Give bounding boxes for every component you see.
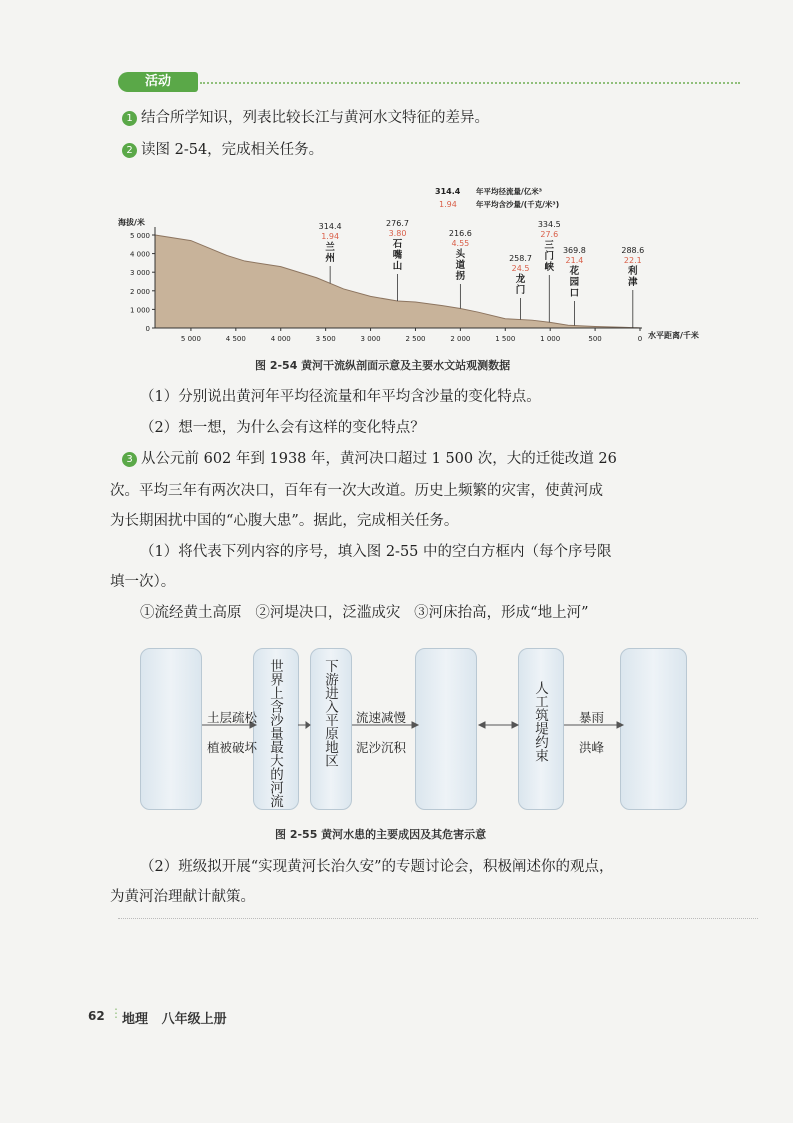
task-2-question-1: （1）分别说出黄河年平均径流量和年平均含沙量的变化特点。: [140, 389, 541, 405]
station-name-char: 三: [544, 240, 555, 251]
y-tick-label: 4 000: [129, 250, 150, 259]
station-name-char: 兰: [325, 242, 335, 253]
task-3-text-1: 从公元前 602 年到 1938 年，黄河决口超过 1 500 次，大的迁徙改道 26: [141, 451, 617, 467]
x-tick-label: 1 000: [540, 335, 561, 343]
task-1-number: 1: [122, 111, 137, 126]
task-3-question-1-line-1: （1）将代表下列内容的序号，填入图 2-55 中的空白方框内（每个序号限: [140, 544, 612, 560]
figure-2-54-caption: 图 2-54 黄河干流纵剖面示意及主要水文站观测数据: [255, 359, 511, 372]
y-tick-label: 3 000: [129, 269, 150, 278]
station-runoff-value: 216.6: [448, 229, 472, 238]
station-sediment-value: 3.80: [388, 229, 407, 238]
arrow-3-head: [412, 722, 418, 728]
book-title: 地理 八年级上册: [122, 1012, 227, 1027]
station-name-char: 津: [628, 277, 638, 288]
label-loose-soil: 土层疏松: [207, 710, 258, 725]
legend-runoff-label: 年平均径流量/亿米³: [476, 187, 543, 196]
y-tick-label: 1 000: [129, 306, 150, 315]
x-tick-label: 4 500: [225, 335, 246, 343]
station-name-char: 龙: [515, 274, 526, 285]
task-3-question-2-line-1: （2）班级拟开展“实现黄河长治久安”的专题讨论会，积极阐述你的观点，: [140, 859, 614, 875]
x-tick-label: 3 500: [315, 335, 336, 343]
y-tick-label: 0: [145, 325, 150, 333]
x-tick-label: 500: [588, 335, 602, 343]
station-name-char: 门: [515, 285, 526, 296]
station-name-char: 口: [569, 288, 580, 299]
x-tick-label: 1 500: [495, 335, 516, 343]
box-artificial-levee-text: 人工筑堤约束: [532, 681, 548, 762]
station-name-char: 利: [628, 266, 638, 277]
station-runoff-value: 258.7: [509, 254, 532, 263]
x-tick-label: 3 000: [360, 335, 381, 343]
task-2-question-2: （2）想一想，为什么会有这样的变化特点？: [140, 420, 425, 436]
station-name-char: 石: [392, 239, 403, 250]
label-rainstorm: 暴雨: [579, 710, 605, 725]
x-tick-label: 2 500: [405, 335, 426, 343]
task-3-line-1: [122, 447, 762, 471]
task-1: [122, 106, 489, 130]
station-runoff-value: 288.6: [621, 246, 645, 255]
station-sediment-value: 27.6: [540, 230, 559, 239]
box-sediment-river-text: 世界上含沙量最大的河流: [267, 659, 283, 808]
x-tick-label: 2 000: [450, 335, 471, 343]
station-runoff-value: 276.7: [386, 219, 409, 228]
x-axis-title: 水平距离/千米: [648, 331, 699, 340]
station-sediment-value: 1.94: [321, 232, 340, 241]
station-name-char: 门: [544, 251, 555, 262]
arrow-4-head-right: [512, 722, 518, 728]
station-name-char: 拐: [455, 271, 466, 282]
station-name-char: 峡: [544, 262, 555, 273]
footer-separator-icon: ⋮: [110, 1006, 122, 1020]
station-name-char: 园: [569, 277, 580, 288]
task-3-line-2: 次。平均三年有两次决口，百年有一次大改道。历史上频繁的灾害，使黄河成: [110, 483, 603, 499]
task-2: [122, 138, 323, 162]
flow-arrows: [110, 640, 750, 815]
station-name-char: 嘴: [392, 250, 403, 261]
header-divider: [200, 82, 740, 84]
station-name-char: 山: [392, 261, 403, 272]
y-tick-label: 2 000: [129, 287, 150, 296]
box-downstream-plain-text: 下游进入平原地区: [322, 659, 338, 767]
y-tick-label: 5 000: [129, 232, 150, 240]
river-profile-chart: [110, 180, 750, 350]
station-sediment-value: 21.4: [565, 256, 584, 265]
activity-badge: 活动: [118, 72, 198, 92]
station-name-char: 花: [569, 266, 580, 277]
label-flood-peak: 洪峰: [579, 740, 605, 755]
legend-sediment-value: 1.94: [439, 200, 457, 209]
page-number: 62: [88, 1009, 105, 1023]
station-sediment-value: 24.5: [511, 264, 530, 273]
station-sediment-value: 22.1: [623, 256, 642, 265]
label-slow-flow: 流速减慢: [356, 710, 407, 725]
arrow-2-head: [306, 722, 310, 728]
task-3-question-1-line-2: 填一次）。: [110, 574, 176, 590]
y-axis-title: 海拔/米: [118, 218, 145, 227]
task-3-options: ①流经黄土高原 ②河堤决口，泛滥成灾 ③河床抬高，形成“地上河”: [140, 605, 589, 621]
station-name-char: 道: [455, 260, 466, 271]
station-runoff-value: 369.8: [562, 246, 586, 255]
task-3-number: 3: [122, 452, 137, 467]
station-sediment-value: 4.55: [451, 239, 470, 248]
task-2-number: 2: [122, 143, 137, 158]
x-tick-label: 4 000: [270, 335, 291, 343]
figure-2-55-caption: 图 2-55 黄河水患的主要成因及其危害示意: [275, 828, 487, 841]
arrow-5-head: [617, 722, 623, 728]
label-vegetation-damage: 植被破坏: [207, 740, 258, 755]
task-3-line-3: 为长期困扰中国的“心腹大患”。据此，完成相关任务。: [110, 513, 459, 529]
task-1-text: 结合所学知识，列表比较长江与黄河水文特征的差异。: [141, 110, 489, 126]
x-tick-label: 0: [637, 335, 643, 343]
station-runoff-value: 314.4: [318, 222, 342, 231]
legend-runoff-value: 314.4: [435, 187, 461, 196]
footer-divider: [118, 918, 758, 919]
x-tick-label: 5 000: [180, 335, 201, 343]
figure-2-55-diagram: [110, 640, 750, 815]
station-name-char: 头: [455, 249, 466, 260]
task-3-question-2-line-2: 为黄河治理献计献策。: [110, 889, 255, 905]
arrow-4-head-left: [479, 722, 485, 728]
station-name-char: 州: [325, 253, 335, 264]
label-sediment-deposit: 泥沙沉积: [356, 740, 407, 755]
task-2-text: 读图 2-54，完成相关任务。: [141, 142, 324, 158]
legend-sediment-label: 年平均含沙量/(千克/米³): [476, 200, 560, 209]
station-runoff-value: 334.5: [537, 220, 561, 229]
